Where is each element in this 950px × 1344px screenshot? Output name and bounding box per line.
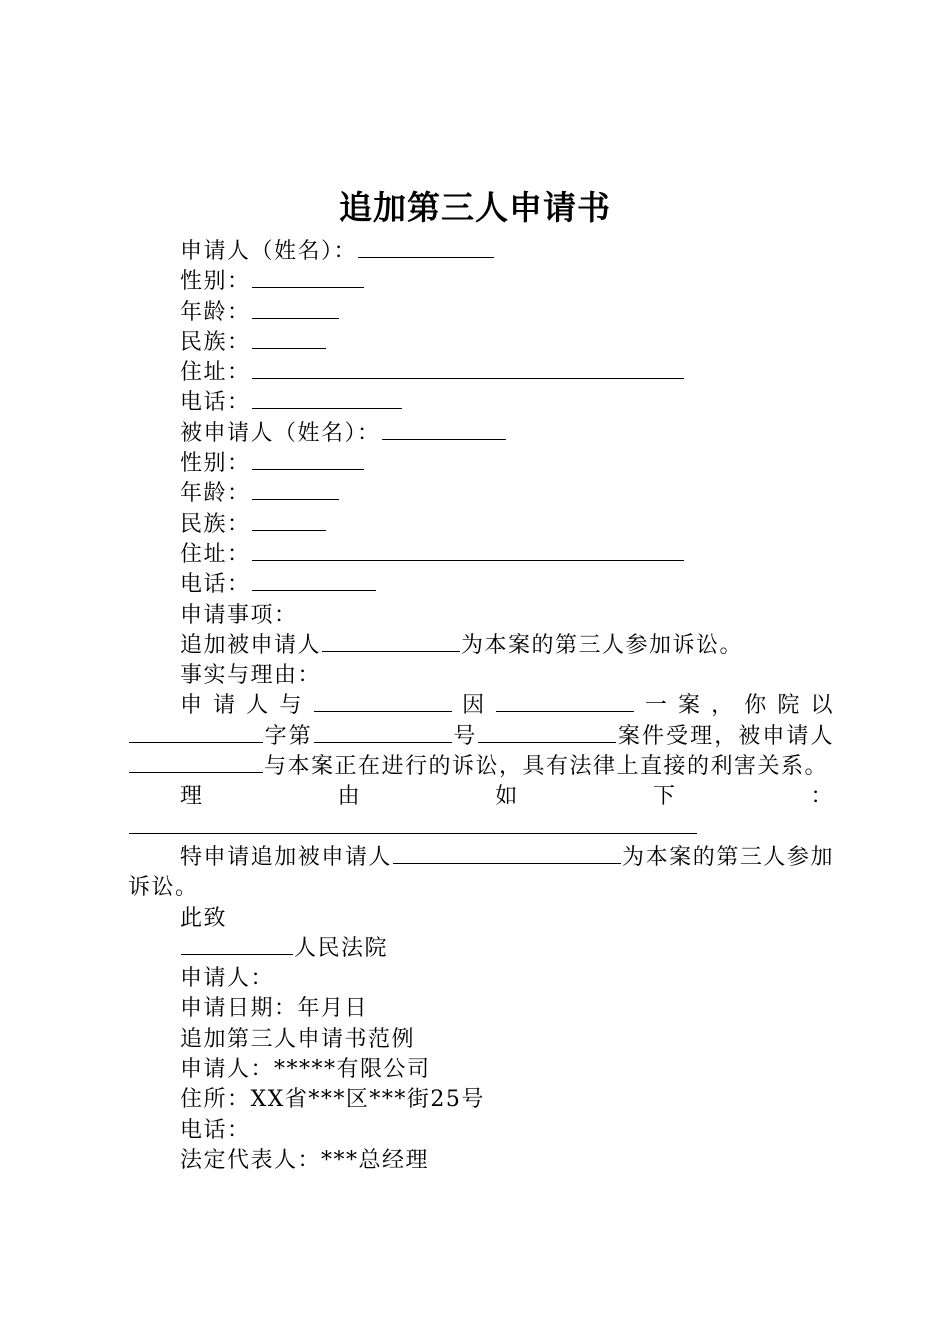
applicant-phone-label: 电话： <box>180 390 251 416</box>
conclusion-text-a: 特申请追加被申请人 <box>180 844 392 870</box>
document-body <box>128 237 834 1176</box>
applicant-name-blank[interactable] <box>358 239 494 258</box>
facts-p1-c: 一案，你院以 <box>635 693 834 719</box>
facts-cause-blank[interactable] <box>496 693 634 712</box>
facts-respondent-blank[interactable] <box>129 754 263 773</box>
respondent-ethnicity-label: 民族： <box>180 511 251 537</box>
example-address-line: 住所：XX省***区***街25号 <box>180 1087 485 1113</box>
facts-paragraph <box>128 691 834 782</box>
example-applicant-line: 申请人：*****有限公司 <box>180 1057 431 1083</box>
signer-line: 申请人： <box>180 966 275 992</box>
facts-p1-a: 申请人与 <box>180 693 313 719</box>
applicant-address-blank[interactable] <box>252 360 684 379</box>
respondent-gender-label: 性别： <box>180 451 251 477</box>
respondent-age-label: 年龄： <box>180 481 251 507</box>
example-phone-line: 电话： <box>180 1117 251 1143</box>
conclusion-respondent-blank[interactable] <box>393 845 621 864</box>
request-text-after: 为本案的第三人参加诉讼。 <box>461 632 744 658</box>
conclusion-paragraph <box>128 843 834 904</box>
facts-p1-d: 字第 <box>264 723 313 749</box>
reasons-paragraph <box>128 782 834 843</box>
request-respondent-blank[interactable] <box>322 633 460 652</box>
reasons-label: 理由如下： <box>180 784 834 810</box>
respondent-phone-line <box>128 570 834 600</box>
court-suffix: 人民法院 <box>294 935 389 961</box>
facts-court-code-blank[interactable] <box>129 724 263 743</box>
applicant-age-blank[interactable] <box>252 300 339 319</box>
respondent-name-line <box>128 419 834 449</box>
applicant-address-label: 住址： <box>180 360 251 386</box>
respondent-address-label: 住址： <box>180 541 251 567</box>
applicant-gender-label: 性别： <box>180 269 251 295</box>
document-title: 追加第三人申请书 <box>339 188 611 227</box>
applicant-age-label: 年龄： <box>180 299 251 325</box>
applicant-phone-blank[interactable] <box>252 390 402 409</box>
respondent-name-blank[interactable] <box>382 421 506 440</box>
respondent-phone-blank[interactable] <box>252 572 376 591</box>
respondent-age-blank[interactable] <box>252 481 339 500</box>
respondent-ethnicity-line <box>128 510 834 540</box>
respondent-address-blank[interactable] <box>252 542 684 561</box>
example-rep-line: 法定代表人：***总经理 <box>180 1147 430 1173</box>
conclusion-text-b: 为本案的第三人参加诉讼。 <box>128 844 834 901</box>
respondent-gender-line <box>128 449 834 479</box>
respondent-ethnicity-blank[interactable] <box>252 512 326 531</box>
applicant-age-line <box>128 298 834 328</box>
request-line <box>128 631 834 661</box>
facts-party-blank[interactable] <box>314 693 452 712</box>
example-title: 追加第三人申请书范例 <box>180 1026 416 1052</box>
facts-case-number-blank[interactable] <box>478 724 616 743</box>
request-heading: 申请事项： <box>180 602 298 628</box>
court-name-blank[interactable] <box>181 936 293 955</box>
applicant-ethnicity-blank[interactable] <box>252 330 326 349</box>
facts-p1-b: 因 <box>452 693 496 719</box>
reasons-blank[interactable] <box>129 815 697 834</box>
applicant-address-line <box>128 358 834 388</box>
applicant-ethnicity-line <box>128 328 834 358</box>
respondent-phone-label: 电话： <box>180 572 251 598</box>
salutation: 此致 <box>180 905 228 931</box>
facts-heading: 事实与理由： <box>180 663 322 689</box>
respondent-name-label: 被申请人（姓名）： <box>180 420 381 446</box>
applicant-name-line <box>128 237 834 267</box>
facts-p1-e: 号 <box>452 723 478 749</box>
facts-p1-g: 与本案正在进行的诉讼，具有法律上直接的利害关系。 <box>264 754 829 780</box>
applicant-ethnicity-label: 民族： <box>180 329 251 355</box>
respondent-age-line <box>128 479 834 509</box>
applicant-gender-blank[interactable] <box>252 269 364 288</box>
date-line: 申请日期：年月日 <box>180 996 369 1022</box>
court-line <box>128 934 834 964</box>
facts-case-year-blank[interactable] <box>314 724 452 743</box>
facts-p1-f: 案件受理，被申请人 <box>617 723 834 749</box>
respondent-address-line <box>128 540 834 570</box>
applicant-gender-line <box>128 267 834 297</box>
request-text-before: 追加被申请人 <box>180 632 322 658</box>
respondent-gender-blank[interactable] <box>252 451 364 470</box>
applicant-name-label: 申请人（姓名）： <box>180 239 358 264</box>
applicant-phone-line <box>128 388 834 418</box>
